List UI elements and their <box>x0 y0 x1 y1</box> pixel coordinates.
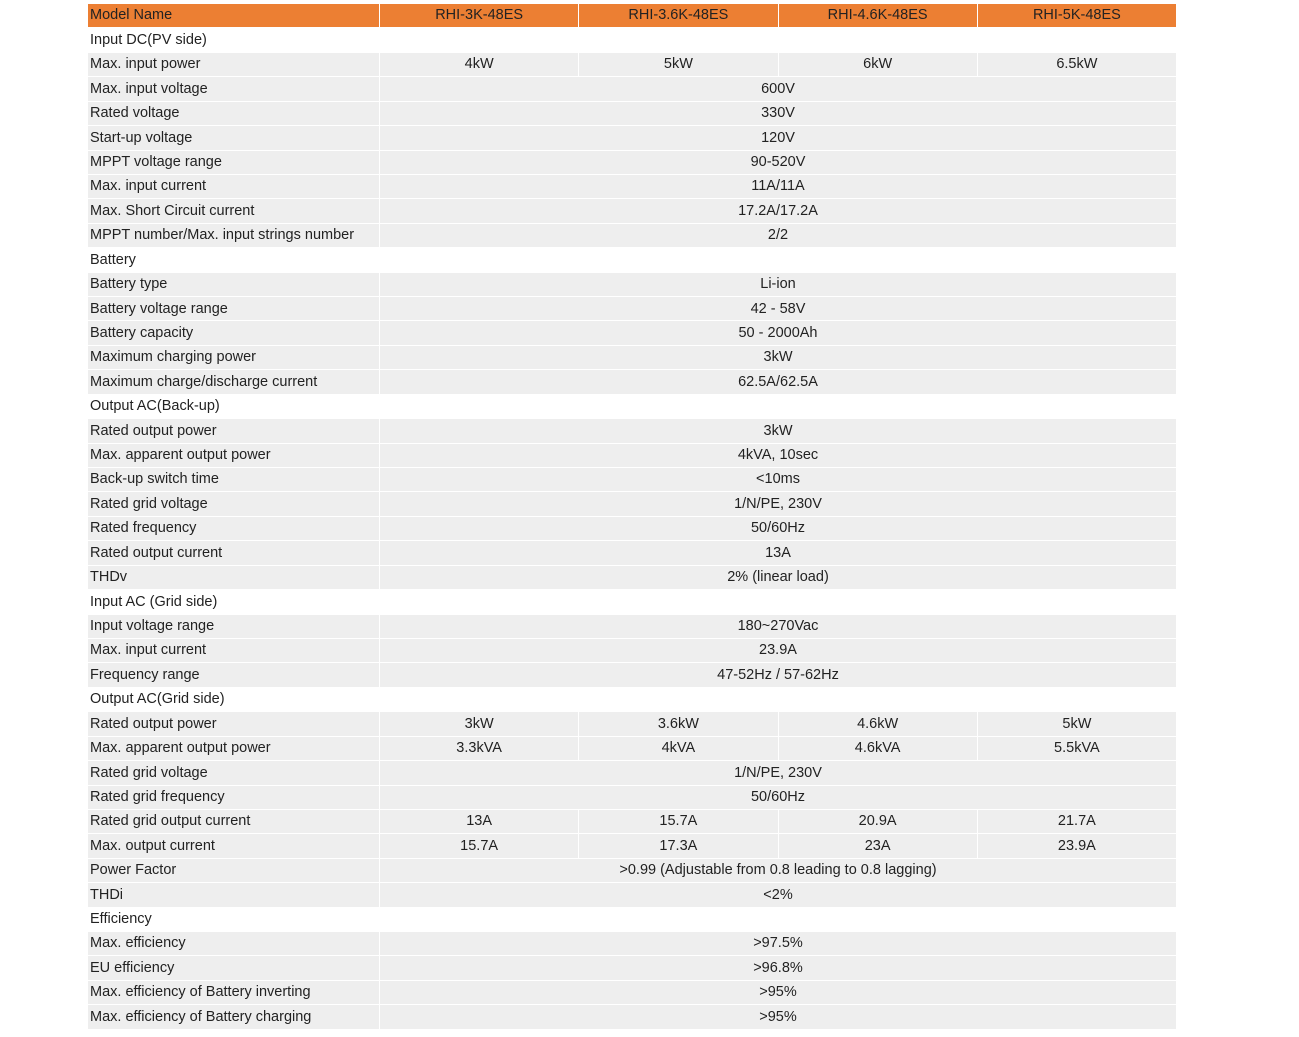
spec-label: Rated output current <box>88 541 379 565</box>
section-title: Output AC(Grid side) <box>88 688 1176 712</box>
spec-value: Li-ion <box>379 273 1176 297</box>
spec-row <box>88 77 1176 101</box>
section-header <box>88 908 1176 932</box>
spec-label: Rated grid output current <box>88 810 379 834</box>
spec-value: 17.2A/17.2A <box>379 199 1176 223</box>
spec-label: Max. input voltage <box>88 77 379 101</box>
section-header <box>88 248 1176 272</box>
spec-value: 4.6kW <box>778 712 977 736</box>
spec-value: 1/N/PE, 230V <box>379 492 1176 516</box>
spec-value: 3kW <box>379 346 1176 370</box>
spec-value: >97.5% <box>379 932 1176 956</box>
spec-value: 47-52Hz / 57-62Hz <box>379 663 1176 687</box>
spec-value: 90-520V <box>379 151 1176 175</box>
section-header <box>88 688 1176 712</box>
spec-label: Max. apparent output power <box>88 444 379 468</box>
spec-value: 2/2 <box>379 224 1176 248</box>
spec-value: 1/N/PE, 230V <box>379 761 1176 785</box>
spec-value: 23.9A <box>977 834 1176 858</box>
spec-row <box>88 761 1176 785</box>
spec-row <box>88 468 1176 492</box>
spec-row <box>88 810 1176 834</box>
spec-row <box>88 615 1176 639</box>
spec-row <box>88 859 1176 883</box>
spec-row <box>88 956 1176 980</box>
spec-value: 23A <box>778 834 977 858</box>
spec-row <box>88 370 1176 394</box>
spec-value: 3kW <box>379 419 1176 443</box>
spec-value: 13A <box>379 541 1176 565</box>
spec-value: >95% <box>379 981 1176 1005</box>
section-title: Battery <box>88 248 1176 272</box>
spec-value: >95% <box>379 1005 1176 1029</box>
spec-row <box>88 102 1176 126</box>
spec-value: 13A <box>379 810 578 834</box>
spec-value: 11A/11A <box>379 175 1176 199</box>
spec-value: 50/60Hz <box>379 786 1176 810</box>
spec-row <box>88 175 1176 199</box>
spec-label: MPPT number/Max. input strings number <box>88 224 379 248</box>
spec-row <box>88 639 1176 663</box>
spec-label: THDv <box>88 566 379 590</box>
model-name: RHI-3K-48ES <box>379 4 578 28</box>
spec-row <box>88 712 1176 736</box>
spec-label: THDi <box>88 883 379 907</box>
spec-row <box>88 517 1176 541</box>
spec-value: <10ms <box>379 468 1176 492</box>
spec-row <box>88 981 1176 1005</box>
spec-row <box>88 541 1176 565</box>
header-label: Model Name <box>88 4 379 28</box>
spec-value: 50 - 2000Ah <box>379 321 1176 345</box>
spec-label: Start-up voltage <box>88 126 379 150</box>
spec-label: Max. input power <box>88 53 379 77</box>
section-title: Output AC(Back-up) <box>88 395 1176 419</box>
spec-value: >0.99 (Adjustable from 0.8 leading to 0.8 lagging) <box>379 859 1176 883</box>
spec-row <box>88 786 1176 810</box>
spec-row <box>88 834 1176 858</box>
spec-value: 5kW <box>578 53 777 77</box>
spec-label: Max. input current <box>88 639 379 663</box>
spec-row <box>88 419 1176 443</box>
spec-value: 15.7A <box>578 810 777 834</box>
section-title: Input DC(PV side) <box>88 28 1176 52</box>
spec-row <box>88 126 1176 150</box>
spec-label: Frequency range <box>88 663 379 687</box>
section-header <box>88 28 1176 52</box>
spec-value: 5kW <box>977 712 1176 736</box>
spec-row <box>88 224 1176 248</box>
spec-value: 6.5kW <box>977 53 1176 77</box>
spec-table <box>88 4 1176 1030</box>
spec-value: 4.6kVA <box>778 737 977 761</box>
spec-value: 62.5A/62.5A <box>379 370 1176 394</box>
spec-label: Battery type <box>88 273 379 297</box>
model-name: RHI-5K-48ES <box>977 4 1176 28</box>
spec-row <box>88 444 1176 468</box>
spec-value: 2% (linear load) <box>379 566 1176 590</box>
spec-value: 17.3A <box>578 834 777 858</box>
spec-row <box>88 346 1176 370</box>
spec-row <box>88 566 1176 590</box>
spec-value: 330V <box>379 102 1176 126</box>
spec-table-body <box>88 4 1176 1030</box>
spec-label: Max. Short Circuit current <box>88 199 379 223</box>
spec-row <box>88 932 1176 956</box>
spec-row <box>88 53 1176 77</box>
spec-row <box>88 273 1176 297</box>
spec-value: 180~270Vac <box>379 615 1176 639</box>
spec-label: Maximum charging power <box>88 346 379 370</box>
spec-label: Rated grid voltage <box>88 761 379 785</box>
spec-value: <2% <box>379 883 1176 907</box>
spec-value: 3kW <box>379 712 578 736</box>
spec-label: Rated grid voltage <box>88 492 379 516</box>
spec-value: 3.6kW <box>578 712 777 736</box>
spec-value: 15.7A <box>379 834 578 858</box>
spec-label: Max. output current <box>88 834 379 858</box>
spec-row <box>88 492 1176 516</box>
spec-row <box>88 321 1176 345</box>
spec-value: 600V <box>379 77 1176 101</box>
spec-row <box>88 663 1176 687</box>
section-header <box>88 590 1176 614</box>
header-row <box>88 4 1176 28</box>
spec-label: Rated output power <box>88 419 379 443</box>
spec-label: Power Factor <box>88 859 379 883</box>
spec-label: Rated output power <box>88 712 379 736</box>
spec-value: 3.3kVA <box>379 737 578 761</box>
spec-label: Max. efficiency of Battery inverting <box>88 981 379 1005</box>
spec-label: MPPT voltage range <box>88 151 379 175</box>
spec-label: Rated grid frequency <box>88 786 379 810</box>
section-header <box>88 395 1176 419</box>
spec-row <box>88 737 1176 761</box>
spec-row <box>88 1005 1176 1029</box>
spec-label: Input voltage range <box>88 615 379 639</box>
spec-value: 23.9A <box>379 639 1176 663</box>
spec-label: Maximum charge/discharge current <box>88 370 379 394</box>
spec-value: 5.5kVA <box>977 737 1176 761</box>
spec-label: Rated voltage <box>88 102 379 126</box>
spec-value: 20.9A <box>778 810 977 834</box>
spec-label: Battery capacity <box>88 321 379 345</box>
spec-row <box>88 199 1176 223</box>
model-name: RHI-4.6K-48ES <box>778 4 977 28</box>
spec-value: 4kVA <box>578 737 777 761</box>
spec-label: Rated frequency <box>88 517 379 541</box>
spec-label: Battery voltage range <box>88 297 379 321</box>
model-name: RHI-3.6K-48ES <box>578 4 777 28</box>
section-title: Efficiency <box>88 908 1176 932</box>
spec-label: Back-up switch time <box>88 468 379 492</box>
spec-value: 120V <box>379 126 1176 150</box>
spec-value: >96.8% <box>379 956 1176 980</box>
spec-label: Max. efficiency of Battery charging <box>88 1005 379 1029</box>
spec-value: 50/60Hz <box>379 517 1176 541</box>
spec-row <box>88 297 1176 321</box>
spec-row <box>88 151 1176 175</box>
spec-label: Max. apparent output power <box>88 737 379 761</box>
spec-value: 4kW <box>379 53 578 77</box>
spec-value: 21.7A <box>977 810 1176 834</box>
spec-row <box>88 883 1176 907</box>
spec-label: Max. efficiency <box>88 932 379 956</box>
spec-value: 4kVA, 10sec <box>379 444 1176 468</box>
spec-label: EU efficiency <box>88 956 379 980</box>
spec-value: 42 - 58V <box>379 297 1176 321</box>
spec-value: 6kW <box>778 53 977 77</box>
spec-label: Max. input current <box>88 175 379 199</box>
section-title: Input AC (Grid side) <box>88 590 1176 614</box>
